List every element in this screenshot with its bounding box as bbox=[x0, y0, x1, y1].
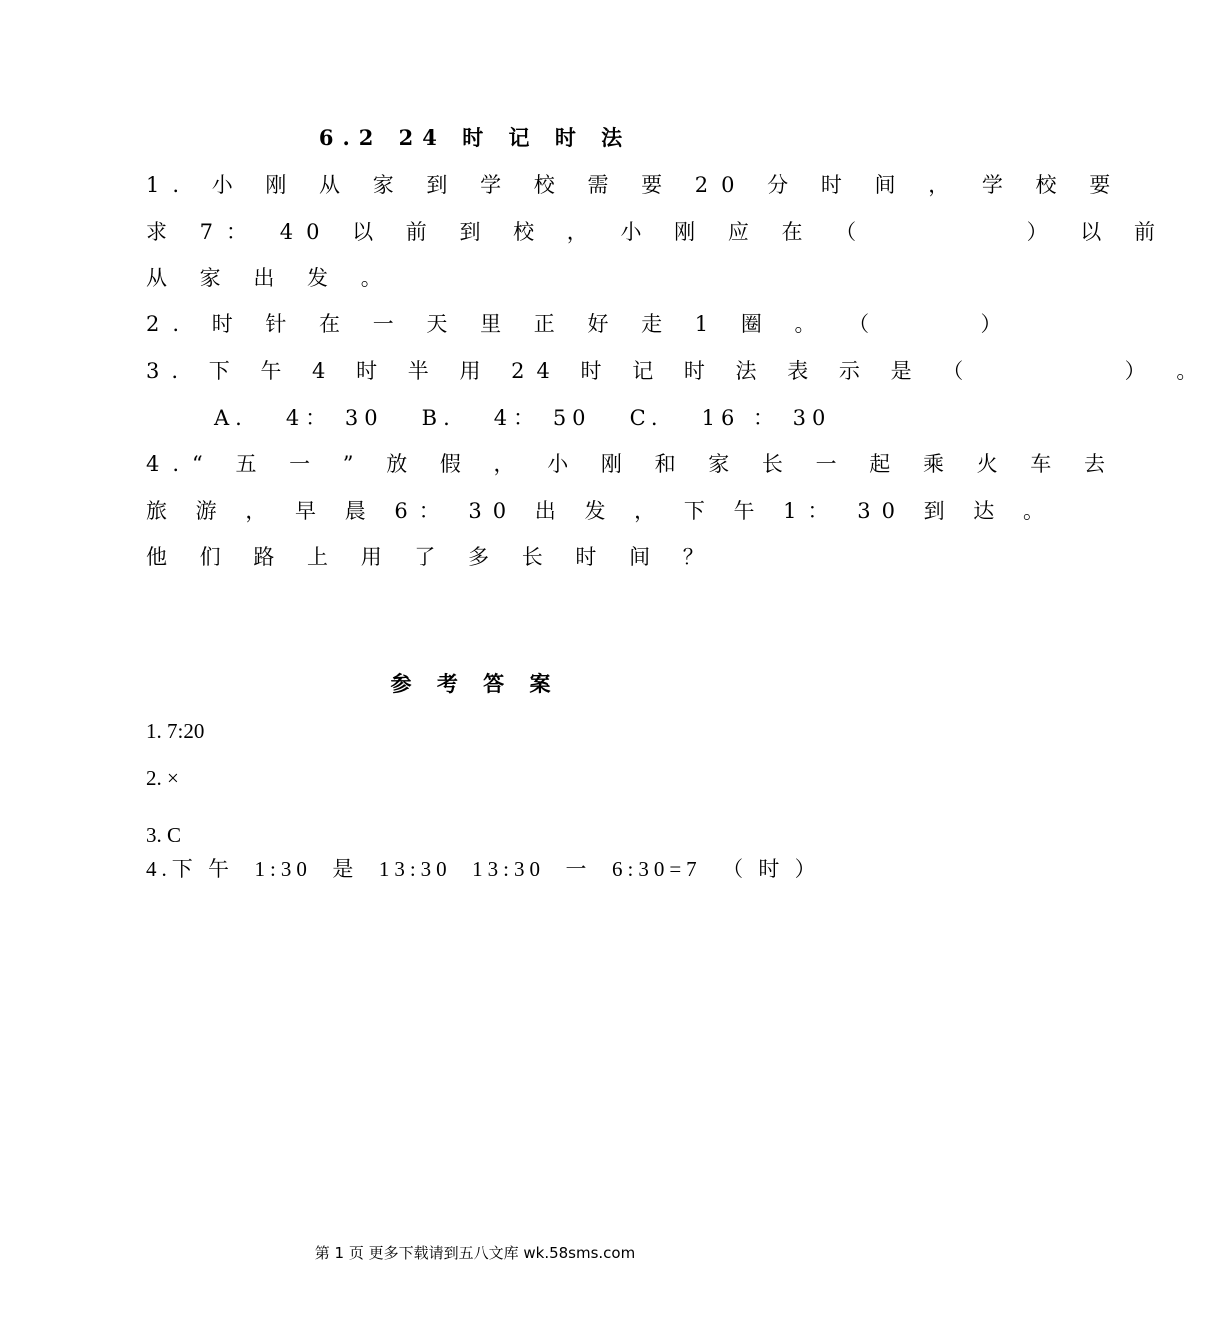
question-3: 3. 下 午 4 时 半 用 24 时 记 时 法 表 示 是 （ ） 。 bbox=[146, 359, 1209, 383]
question-1-line-3: 从 家 出 发 。 bbox=[146, 266, 395, 290]
question-4-line-2: 旅 游 ， 早 晨 6： 30 出 发 ， 下 午 1： 30 到 达 。 bbox=[146, 499, 1055, 523]
answer-1: 1. 7:20 bbox=[146, 719, 205, 743]
question-1-line-1: 1. 小 刚 从 家 到 学 校 需 要 20 分 时 间 ， 学 校 要 bbox=[146, 173, 1124, 197]
question-3-options: A. 4： 30 B. 4： 50 C. 16 ： 30 bbox=[214, 406, 832, 430]
answer-2: 2. × bbox=[146, 766, 179, 790]
answer-4: 4.下 午 1:30 是 13:30 13:30 一 6:30=7 （ 时 ） bbox=[146, 857, 821, 881]
document-title: 6.2 24 时 记 时 法 bbox=[318, 125, 632, 150]
question-1-line-2: 求 7： 40 以 前 到 校 ， 小 刚 应 在 （ ） 以 前 bbox=[146, 220, 1168, 244]
question-4-line-3: 他 们 路 上 用 了 多 长 时 间 ？ bbox=[146, 545, 717, 569]
answers-title: 参 考 答 案 bbox=[390, 671, 560, 696]
answer-3: 3. C bbox=[146, 823, 182, 847]
question-2: 2. 时 针 在 一 天 里 正 好 走 1 圈 。 （ ） bbox=[146, 312, 1015, 336]
page-footer: 第 1 页 更多下载请到五八文库 wk.58sms.com bbox=[314, 1244, 636, 1262]
question-4-line-1: 4.“ 五 一 ” 放 假 ， 小 刚 和 家 长 一 起 乘 火 车 去 bbox=[146, 452, 1118, 476]
